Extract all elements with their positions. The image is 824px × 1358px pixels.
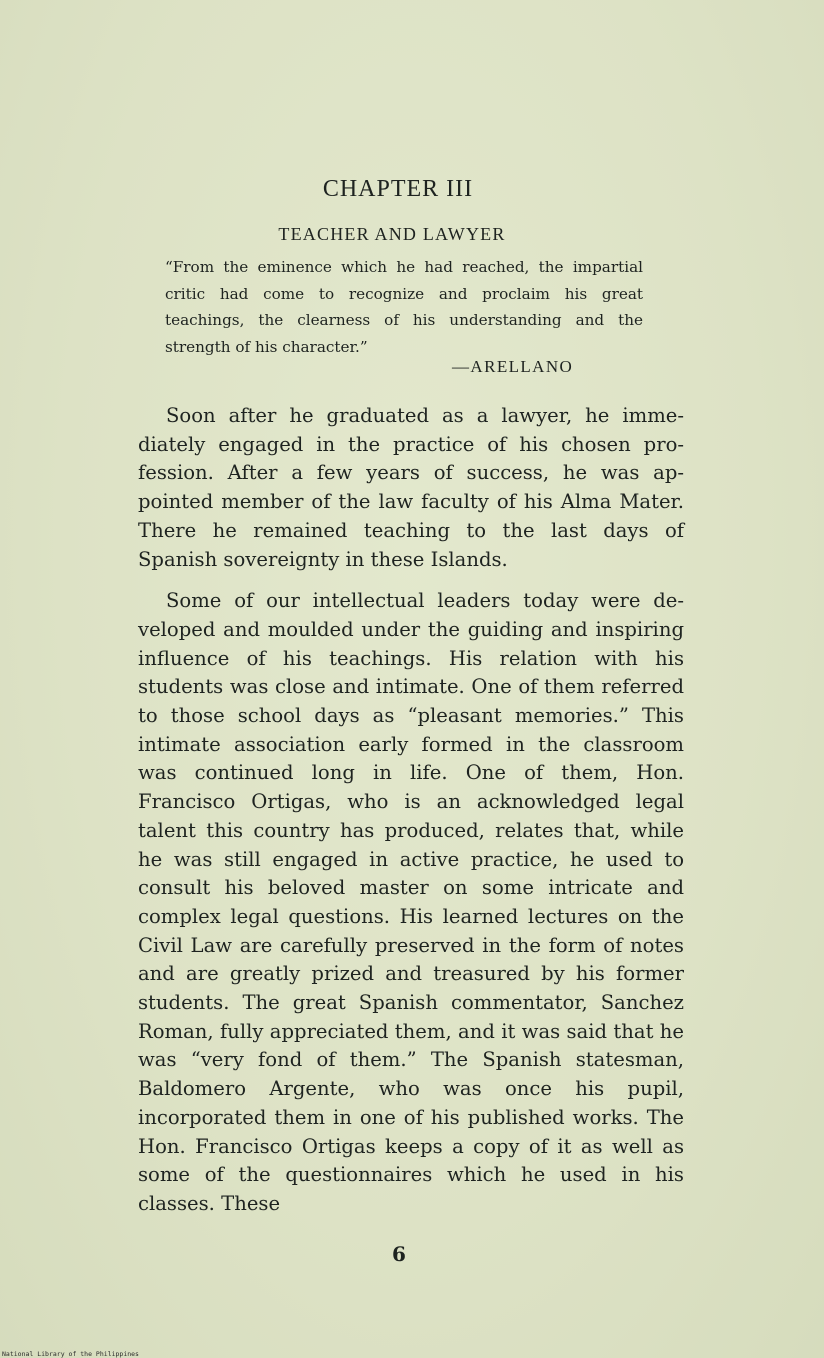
body-text: [138, 402, 684, 1232]
chapter-subtitle: TEACHER AND LAWYER: [278, 224, 506, 244]
chapter-title: CHAPTER III: [322, 176, 474, 202]
epigraph-quote: “From the eminence which he had reached, the impartial critic had come to recognize and proclaim his great teachings, the clearness of his understanding and the strength of his character.”: [165, 258, 643, 356]
page-number: 6: [392, 1242, 406, 1266]
epigraph-attribution: —ARELLANO: [452, 357, 574, 376]
paragraph: Soon after he graduated as a lawyer, he immediately engaged in the practice of his chosen profession. After a few years of success, he was appointed member of the law faculty of his Alma Mater. There he remained teaching to the last days of Spanish sovereignty in these Islands.: [138, 404, 684, 571]
library-watermark: National Library of the Philippines: [2, 1350, 139, 1358]
paragraph: Some of our intellectual leaders today were developed and moulded under the guiding and inspiring influence of his teachings. His relation with his students was close and intimate. One of them referred to those school days as “pleasant memories.” This intimate association early formed in the classroom was continued long in life. One of them, Hon. Francisco Ortigas, who is an acknowledged legal talent this country has produced, relates that, while he was still engaged in active practice, he used to consult his beloved master on some intricate and complex legal questions. His learned lectures on the Civil Law are carefully preserved in the form of notes and are greatly prized and treasured by his former students. The great Spanish commentator, Sanchez Roman, fully appreciated them, and it was said that he was “very fond of them.” The Spanish statesman, Baldomero Argente, who was once his pupil, incorporated them in one of his published works. The Hon. Francisco Ortigas keeps a copy of it as well as some of the questionnaires which he used in his classes. These: [138, 589, 684, 1215]
